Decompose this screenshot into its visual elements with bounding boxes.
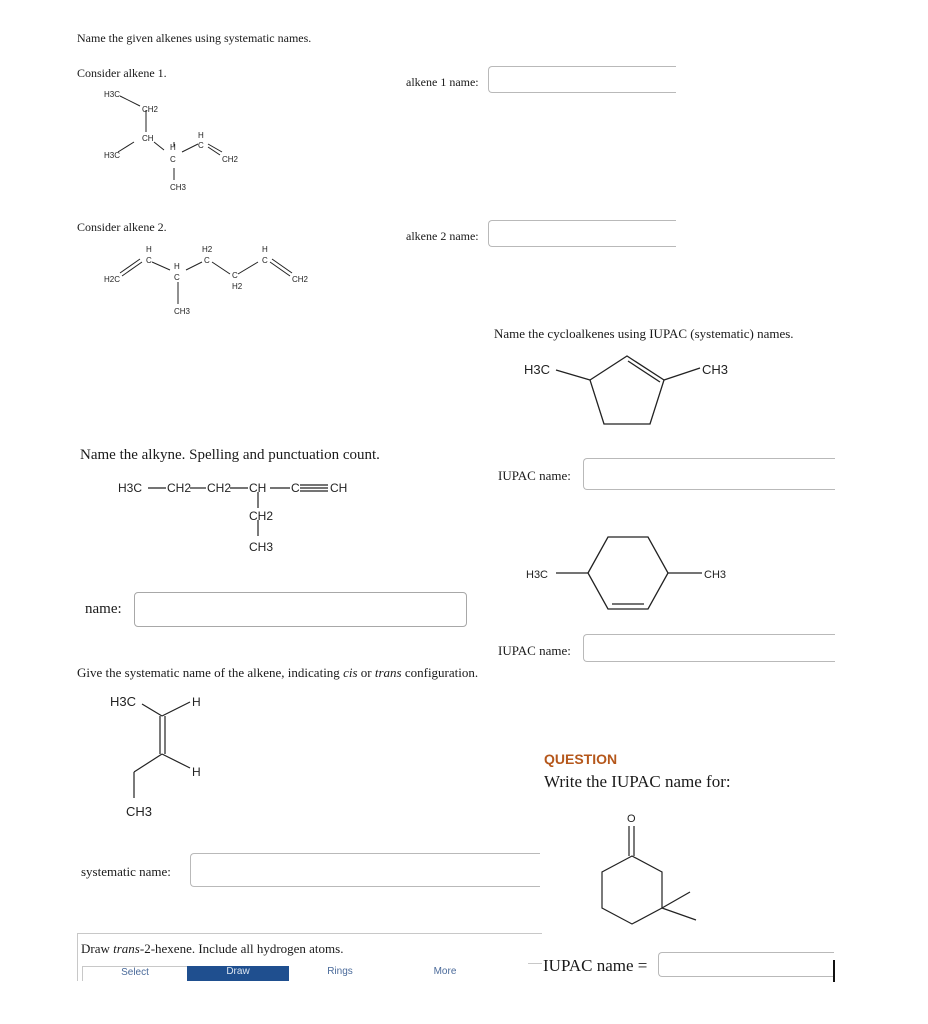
alkyne-answer-input[interactable] — [134, 592, 467, 627]
a2-c3: C — [204, 256, 210, 265]
cistrans-answer-input[interactable] — [190, 853, 540, 887]
cyclo1-h3c: H3C — [524, 362, 551, 377]
cistrans-answer-label: systematic name: — [81, 864, 171, 879]
a2-h1: H — [146, 245, 152, 254]
alkene2-answer-label: alkene 2 name: — [406, 229, 479, 243]
alkene1-structure — [98, 86, 268, 198]
a2-c5: C — [262, 256, 268, 265]
alkene2-prompt: Consider alkene 2. — [77, 220, 167, 234]
alkyne-prompt: Name the alkyne. Spelling and punctuation count. — [80, 447, 380, 463]
clip-edge — [0, 981, 928, 1024]
a1-c-a: C — [170, 155, 176, 164]
tab-select[interactable]: Select — [82, 966, 188, 985]
a1-h-a: H — [170, 143, 176, 152]
cyclopentene-structure — [520, 354, 750, 430]
alkene1-answer-label: alkene 1 name: — [406, 75, 479, 89]
a1-h-b: H — [198, 131, 204, 140]
alkene2-structure — [98, 240, 318, 318]
text-cursor — [833, 960, 835, 982]
a1-h3c-left: H3C — [104, 151, 121, 160]
alkyne-h3c: H3C — [118, 481, 143, 495]
question-text: Write the IUPAC name for: — [544, 772, 731, 791]
alkyne-branch-ch3: CH3 — [249, 540, 274, 554]
ct-h-top: H — [192, 695, 201, 709]
alkyne-ch: CH — [249, 481, 267, 495]
question-rule — [528, 963, 542, 964]
a2-h2-lower: H2 — [232, 282, 243, 291]
a1-c-b: C — [198, 141, 204, 150]
ct-ch3: CH3 — [126, 804, 153, 819]
a1-ch2: CH2 — [142, 105, 159, 114]
question-heading: QUESTION — [544, 751, 618, 767]
cyclohexene-structure — [522, 535, 752, 615]
a2-h2: H — [174, 262, 180, 271]
alkyne-ch2-a: CH2 — [167, 481, 192, 495]
ct-h3c: H3C — [110, 694, 137, 709]
cyclo2-answer-input[interactable] — [583, 634, 835, 662]
alkyne-ch2-b: CH2 — [207, 481, 232, 495]
cyclohexanone-structure — [590, 808, 730, 938]
a2-h2-sub: H2 — [202, 245, 213, 254]
cycloalkene-prompt: Name the cycloalkenes using IUPAC (systematic) names. — [494, 326, 794, 341]
a2-c4: C — [232, 271, 238, 280]
a1-ch2-end: CH2 — [222, 155, 239, 164]
cistrans-structure — [104, 690, 224, 820]
alkyne-answer-label: name: — [85, 601, 122, 617]
atom-o: O — [627, 813, 636, 825]
alkene2-answer-input[interactable] — [488, 220, 676, 247]
cyclo1-answer-input[interactable] — [583, 458, 835, 490]
a2-c1: C — [146, 256, 152, 265]
alkyne-ch-end: CH — [330, 481, 348, 495]
a1-h3c-top: H3C — [104, 90, 121, 99]
alkyne-c: C — [291, 481, 300, 495]
alkyne-branch-ch2: CH2 — [249, 509, 274, 523]
a1-ch: CH — [142, 134, 154, 143]
cyclo2-h3c: H3C — [526, 569, 549, 581]
a2-ch3: CH3 — [174, 307, 191, 316]
a2-h3: H — [262, 245, 268, 254]
ct-h-mid: H — [192, 765, 201, 779]
question-answer-input[interactable] — [658, 952, 834, 977]
cyclo2-answer-label: IUPAC name: — [498, 643, 571, 658]
tab-draw[interactable]: Draw — [187, 966, 289, 984]
tab-more[interactable]: More — [433, 966, 457, 977]
page-title: Name the given alkenes using systematic names. — [77, 31, 312, 45]
cistrans-prompt: Give the systematic name of the alkene, indicating cis or trans configuration. — [77, 665, 479, 680]
question-answer-label: IUPAC name = — [543, 956, 648, 975]
alkyne-structure — [118, 476, 368, 558]
cyclo1-answer-label: IUPAC name: — [498, 468, 571, 483]
draw-prompt: Draw trans-2-hexene. Include all hydrogen atoms. — [81, 941, 344, 956]
a1-ch3: CH3 — [170, 183, 187, 192]
a2-ch2-end: CH2 — [292, 275, 309, 284]
cyclo1-ch3: CH3 — [702, 362, 729, 377]
cyclo2-ch3: CH3 — [704, 569, 727, 581]
tab-rings[interactable]: Rings — [327, 966, 353, 977]
a2-c2: C — [174, 273, 180, 282]
alkene1-prompt: Consider alkene 1. — [77, 66, 167, 80]
a2-h2c: H2C — [104, 275, 121, 284]
alkene1-answer-input[interactable] — [488, 66, 676, 93]
